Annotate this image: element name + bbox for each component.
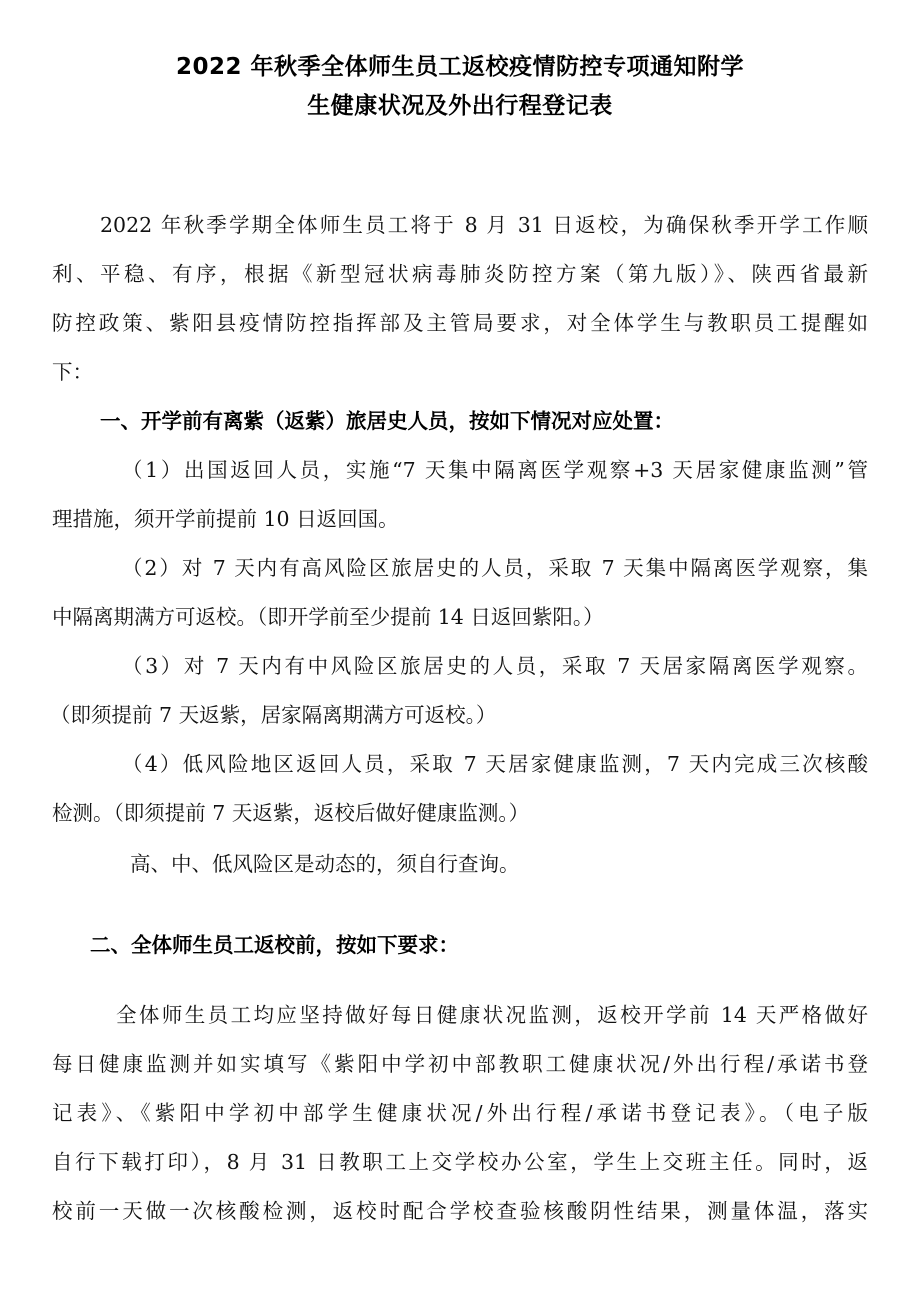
intro-paragraph-line: 下： <box>52 360 93 384</box>
section-1-item-line: （即须提前 7 天返紫，居家隔离期满方可返校。） <box>50 703 497 727</box>
section-1-item-line: 中隔离期满方可返校。（即开学前至少提前 14 日返回紫阳。） <box>52 605 604 629</box>
section-1-item-line: （1）出国返回人员，实施“7 天集中隔离医学观察+3 天居家健康监测”管 <box>122 458 868 482</box>
intro-paragraph-line: 利、平稳、有序，根据《新型冠状病毒肺炎防控方案（第九版）》、陕西省最新 <box>52 262 868 286</box>
intro-paragraph-line: 防控政策、紫阳县疫情防控指挥部及主管局要求，对全体学生与教职员工提醒如 <box>52 311 868 335</box>
document-title-line-1: 2022 年秋季全体师生员工返校疫情防控专项通知附学 <box>175 54 745 80</box>
section-1-item-line: （2）对 7 天内有高风险区旅居史的人员，采取 7 天集中隔离医学观察，集 <box>122 556 868 580</box>
intro-paragraph-line: 2022 年秋季学期全体师生员工将于 8 月 31 日返校，为确保秋季开学工作顺 <box>100 213 868 237</box>
section-2-paragraph-line: 每日健康监测并如实填写《紫阳中学初中部教职工健康状况/外出行程/承诺书登 <box>52 1052 868 1076</box>
section-1-item-line: （4）低风险地区返回人员，采取 7 天居家健康监测，7 天内完成三次核酸 <box>122 752 868 776</box>
section-2-paragraph-line: 记表》、《紫阳中学初中部学生健康状况/外出行程/承诺书登记表》。（电子版 <box>52 1101 868 1125</box>
document-title-line-2: 生健康状况及外出行程登记表 <box>307 93 613 119</box>
section-1-item-line: （3）对 7 天内有中风险区旅居史的人员，采取 7 天居家隔离医学观察。 <box>122 654 868 678</box>
section-1-item-line: 理措施，须开学前提前 10 日返回国。 <box>52 507 399 531</box>
section-2-paragraph-line: 自行下载打印），8 月 31 日教职工上交学校办公室，学生上交班主任。同时，返 <box>52 1150 868 1174</box>
section-1-item-line: 检测。（即须提前 7 天返紫，返校后做好健康监测。） <box>52 801 530 825</box>
section-2-paragraph-line: 校前一天做一次核酸检测，返校时配合学校查验核酸阴性结果，测量体温，落实 <box>52 1199 868 1223</box>
section-2-paragraph-line: 全体师生员工均应坚持做好每日健康状况监测，返校开学前 14 天严格做好 <box>116 1003 868 1027</box>
section-2-heading: 二、全体师生员工返校前，按如下要求： <box>90 933 459 957</box>
section-1-heading: 一、开学前有离紫（返紫）旅居史人员，按如下情况对应处置： <box>100 409 674 433</box>
risk-note: 高、中、低风险区是动态的，须自行查询。 <box>130 852 520 876</box>
